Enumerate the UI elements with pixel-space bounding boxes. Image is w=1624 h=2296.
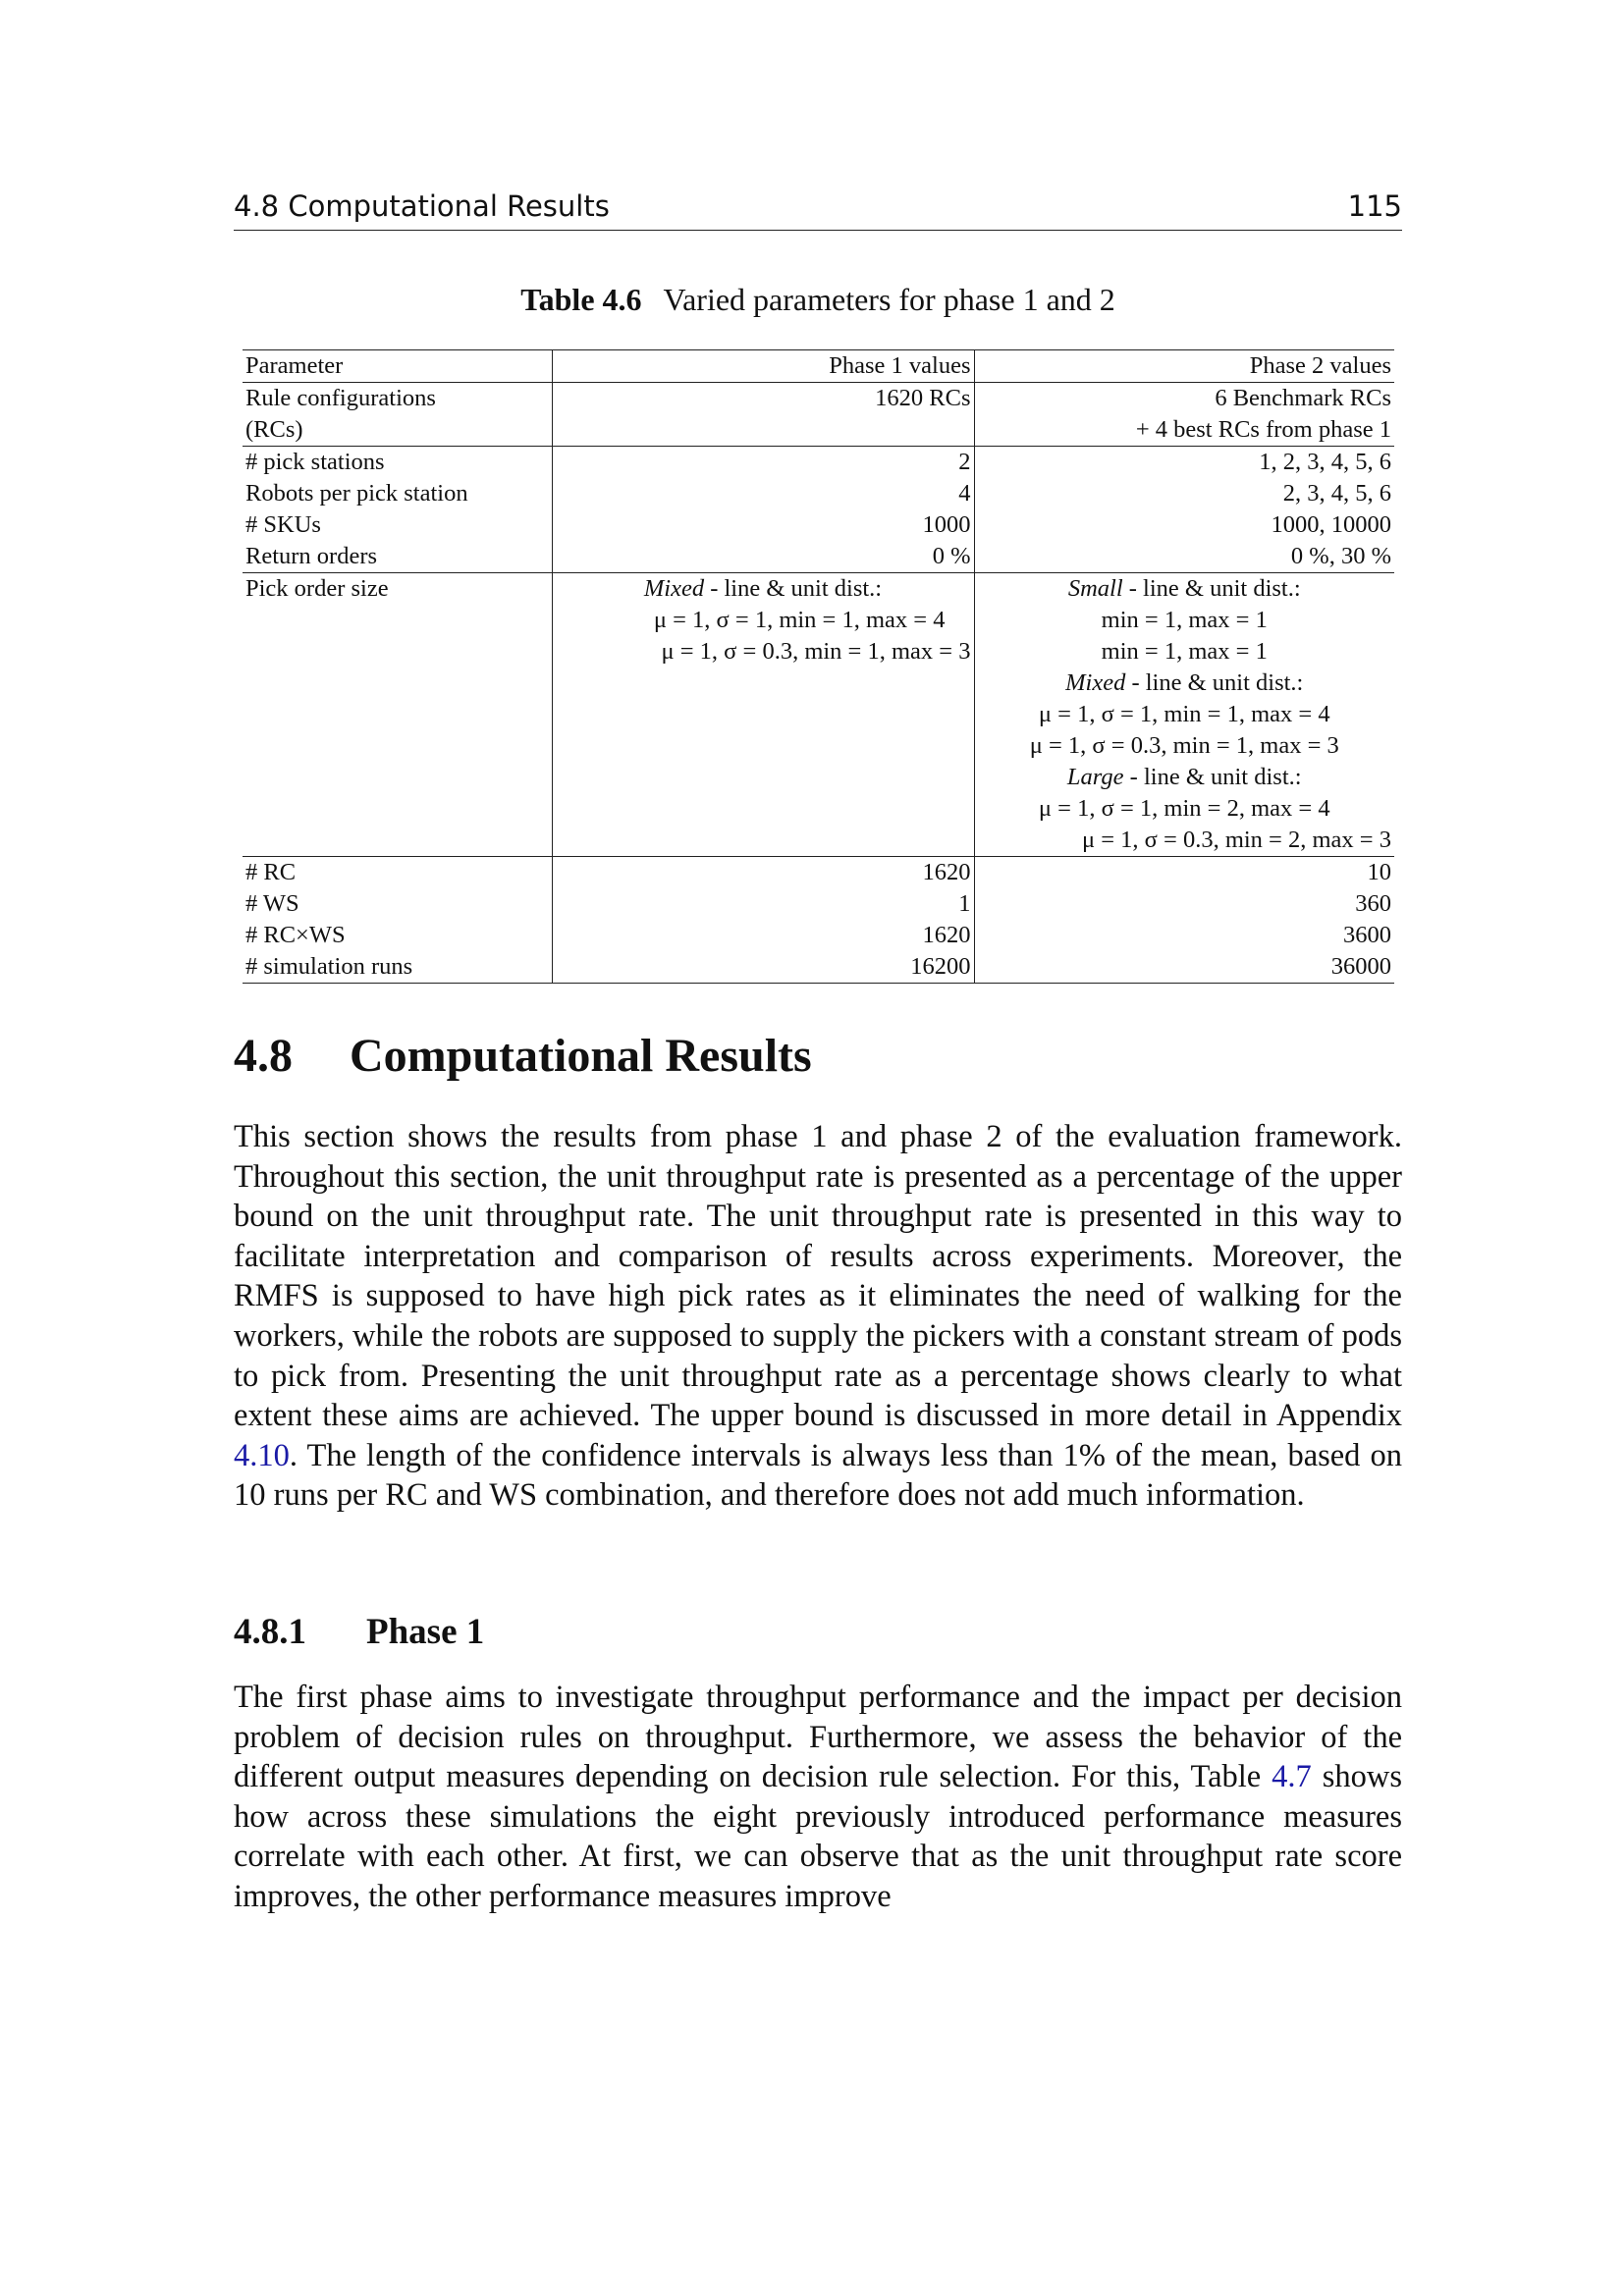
phase2-cell: 10 (974, 857, 1394, 889)
param-cell: # pick stations (243, 447, 552, 479)
param-cell: Pick order size (243, 573, 552, 857)
table-row (243, 920, 1394, 951)
phase2-cell: 36000 (974, 951, 1394, 984)
param-cell: Rule configurations (245, 385, 436, 411)
running-header (234, 187, 1402, 231)
paragraph-text: shows how across these simulations the eight previously introduced performance measures correlate with each other. At first, we can observe that as the unit throughput rate score improves, the other performance measures improve (234, 1759, 1402, 1914)
phase2-mixed-line: μ = 1, σ = 0.3, min = 1, max = 3 (1029, 732, 1339, 759)
phase2-small-heading: Small - line & unit dist.: (1067, 575, 1301, 602)
phase2-small-line: min = 1, max = 1 (1101, 607, 1268, 633)
phase2-mixed-line: μ = 1, σ = 1, min = 1, max = 4 (1038, 701, 1330, 727)
phase2-cell: 0 %, 30 % (974, 541, 1394, 573)
phase2-cell: 360 (974, 888, 1394, 920)
phase2-mixed-heading: Mixed - line & unit dist.: (1065, 669, 1304, 696)
phase1-unit-line: μ = 1, σ = 0.3, min = 1, max = 3 (661, 638, 971, 665)
param-cell: # RC×WS (245, 922, 346, 948)
page-number: 115 (1347, 189, 1402, 223)
running-header-section: 4.8 Computational Results (234, 189, 610, 223)
param-cell: Robots per pick station (245, 480, 468, 507)
parameters-table (243, 349, 1394, 984)
phase2-large-line: μ = 1, σ = 1, min = 2, max = 4 (1038, 795, 1330, 822)
param-cell: Return orders (245, 543, 378, 569)
table-row (243, 888, 1394, 920)
paragraph-text: The first phase aims to investigate throughput performance and the impact per decision problem of decision rules on throughput. Furthermore, we assess the behavior of the different output measures depending on decision rule selection. For this, Table (234, 1680, 1402, 1795)
table-header-row (243, 350, 1394, 383)
section-heading (234, 1027, 1402, 1086)
phase1-cell: 0 % (552, 541, 974, 573)
param-cell: # RC (243, 857, 552, 889)
phase2-cell: 1000, 10000 (974, 509, 1394, 541)
param-cell: # WS (245, 890, 299, 917)
phase2-large-line: μ = 1, σ = 0.3, min = 2, max = 3 (1081, 827, 1391, 853)
subsection-heading (234, 1610, 1402, 1655)
appendix-link[interactable]: 4.10 (234, 1437, 290, 1473)
phase1-cell: 1620 (552, 920, 974, 951)
table-row (243, 951, 1394, 984)
table-link[interactable]: 4.7 (1272, 1759, 1312, 1795)
phase1-cell: 2 (552, 447, 974, 479)
phase1-cell: 1000 (552, 509, 974, 541)
table-row (243, 541, 1394, 573)
param-cell: # simulation runs (243, 951, 552, 984)
subsection-number: 4.8.1 (234, 1612, 306, 1652)
phase2-cell: 2, 3, 4, 5, 6 (974, 478, 1394, 509)
table-row (243, 447, 1394, 479)
phase1-mixed-heading: Mixed - line & unit dist.: (643, 575, 883, 602)
phase2-small-line: min = 1, max = 1 (1101, 638, 1268, 665)
phase1-cell: 1 (552, 888, 974, 920)
phase2-cell: + 4 best RCs from phase 1 (1135, 416, 1391, 443)
phase2-cell: 1, 2, 3, 4, 5, 6 (974, 447, 1394, 479)
phase1-mixed-line: μ = 1, σ = 1, min = 1, max = 4 (653, 607, 946, 633)
section-paragraph (234, 1117, 1402, 1516)
phase1-cell: 4 (552, 478, 974, 509)
table-row-pick-order-size (243, 573, 1394, 857)
phase2-cell: 3600 (974, 920, 1394, 951)
phase2-cell: 6 Benchmark RCs (1215, 385, 1391, 411)
header-phase2: Phase 2 values (974, 350, 1394, 383)
phase1-cell: 16200 (552, 951, 974, 984)
phase1-cell: 1620 RCs (875, 385, 971, 411)
subsection-paragraph (234, 1678, 1402, 1917)
section-number: 4.8 (234, 1030, 293, 1082)
param-cell: # SKUs (245, 511, 321, 538)
table-caption-text: Varied parameters for phase 1 and 2 (663, 282, 1115, 317)
table-row (243, 383, 1394, 447)
section-title: Computational Results (350, 1030, 812, 1082)
param-cell: (RCs) (245, 416, 303, 443)
paragraph-text: This section shows the results from phase 1 and phase 2 of the evaluation framework. Throughout this section, the unit throughput rate is presented as a percentage of the upper bound on the unit throughput rate. The unit throughput rate is presented in this way to facilitate interpretation and comparison of results across experiments. Moreover, the RMFS is supposed to have high pick rates as it eliminates the need of walking for the workers, while the robots are supposed to supply the pickers with a constant stream of pods to pick from. Presenting the unit throughput rate as a percentage shows clearly to what extent these aims are achieved. The upper bound is discussed in more detail in Appendix (234, 1119, 1402, 1434)
header-phase1: Phase 1 values (552, 350, 974, 383)
table-row (243, 509, 1394, 541)
table-label: Table 4.6 (520, 282, 642, 317)
phase2-large-heading: Large - line & unit dist.: (1066, 764, 1302, 790)
table-row (243, 857, 1394, 889)
table-caption (234, 280, 1402, 319)
table-row (243, 478, 1394, 509)
header-parameter: Parameter (243, 350, 552, 383)
paragraph-text: . The length of the confidence intervals is always less than 1% of the mean, based on 10 runs per RC and WS combination, and therefore does not add much information. (234, 1437, 1402, 1514)
phase1-cell: 1620 (552, 857, 974, 889)
subsection-title: Phase 1 (366, 1612, 485, 1652)
